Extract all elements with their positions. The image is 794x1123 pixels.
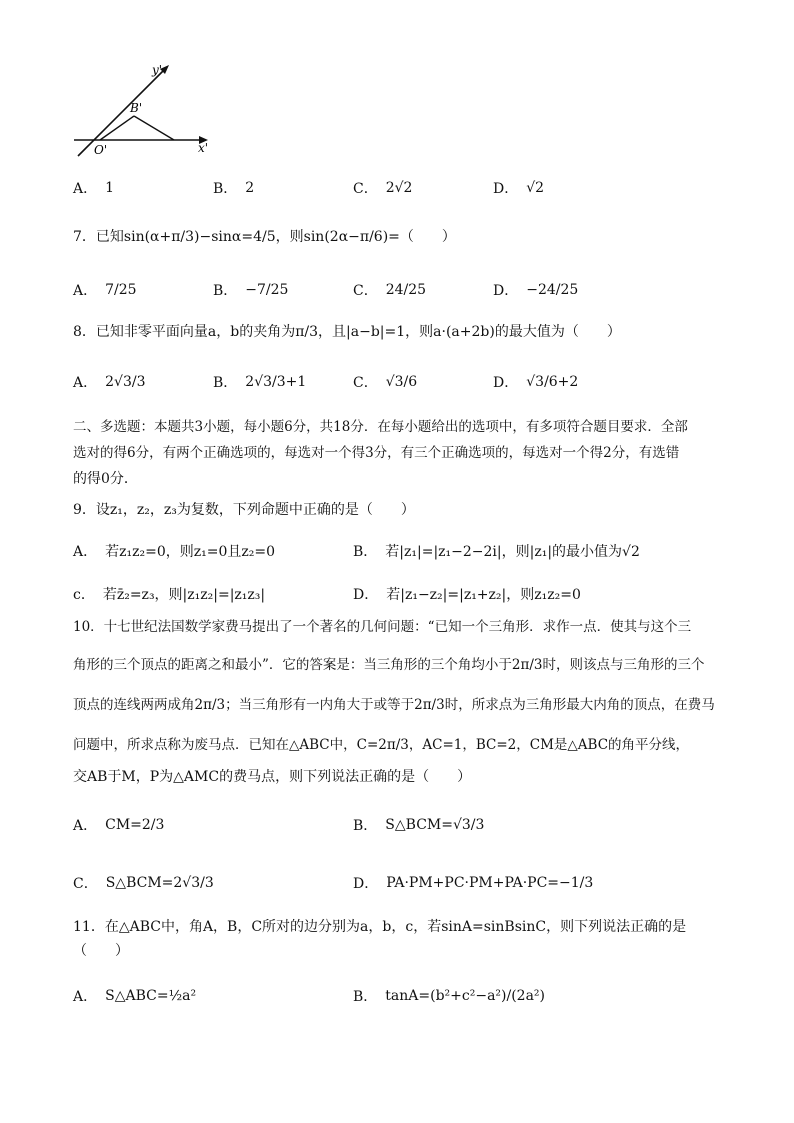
q10-line3: 顶点的连线两两成角2π/3；当三角形有一内角大于或等于2π/3时，所求点为三角形最大内角的顶点，在费马 [73, 697, 715, 713]
q7-option-a[interactable] [73, 280, 137, 300]
q7-option-c[interactable] [353, 280, 426, 300]
option-label: A． [73, 283, 98, 299]
option-text: 2√3/3+1 [245, 374, 307, 390]
q8-option-c[interactable] [353, 372, 417, 392]
option-label: C． [353, 283, 378, 299]
option-label: D． [493, 283, 519, 299]
section2-line2: 选对的得6分，有两个正确选项的，每选对一个得3分，有三个正确选项的，每选对一个得2分，有选错 [73, 445, 680, 461]
q9-option-d[interactable] [353, 584, 581, 604]
option-text: 若z₁z₂=0，则z₁=0且z₂=0 [105, 544, 275, 560]
q11-line2: （ ） [73, 943, 129, 959]
q11-option-b[interactable] [353, 986, 545, 1006]
q8-stem: 8．已知非零平面向量a，b的夹角为π/3，且|a−b|=1，则a·(a+2b)的最大值为（ ） [73, 324, 621, 340]
option-label: c． [73, 587, 95, 603]
q10-line1: 10．十七世纪法国数学家费马提出了一个著名的几何问题：“已知一个三角形．求作一点．使其与这个三 [73, 619, 692, 635]
option-label: C． [353, 181, 378, 197]
q7-option-d[interactable] [493, 280, 578, 300]
option-text: 2 [245, 180, 255, 196]
q6-option-d[interactable] [493, 178, 544, 198]
q8-option-d[interactable] [493, 372, 578, 392]
q10-option-d[interactable] [353, 873, 593, 893]
option-text: 若|z₁|=|z₁−2−2i|，则|z₁|的最小值为√2 [385, 544, 640, 560]
q10-line4: 问题中，所求点称为废马点．已知在△ABC中，C=2π/3，AC=1，BC=2，CM是△ABC的角平分线， [73, 737, 690, 753]
option-text: S△ABC=½a² [105, 988, 197, 1004]
q7-stem: 7．已知sin(α+π/3)−sinα=4/5，则sin(2α−π/6)=（ ） [73, 229, 456, 245]
option-text: S△BCM=2√3/3 [105, 875, 214, 891]
q10-option-a[interactable] [73, 815, 164, 835]
option-label: A． [73, 818, 98, 834]
option-text: −24/25 [526, 282, 579, 298]
section2-line3: 的得0分． [73, 471, 138, 487]
option-text: 7/25 [105, 282, 137, 298]
option-text: 若z̄₂=z₃，则|z₁z₂|=|z₁z₃| [102, 587, 266, 603]
option-text: √2 [526, 180, 545, 196]
q9-option-c[interactable] [73, 584, 265, 604]
option-text: 1 [105, 180, 115, 196]
option-label: B． [213, 181, 238, 197]
option-label: D． [493, 181, 519, 197]
option-label: C． [73, 876, 98, 892]
option-text: √3/6 [385, 374, 418, 390]
option-label: A． [73, 989, 98, 1005]
option-text: 24/25 [385, 282, 427, 298]
q10-option-b[interactable] [353, 815, 484, 835]
option-text: S△BCM=√3/3 [385, 817, 485, 833]
option-label: B． [213, 375, 238, 391]
option-label: D． [353, 587, 379, 603]
option-text: √3/6+2 [526, 374, 579, 390]
q10-option-c[interactable] [73, 873, 214, 893]
option-label: B． [353, 989, 378, 1005]
q6-option-c[interactable] [353, 178, 412, 198]
q6-option-a[interactable] [73, 178, 114, 198]
q6-option-b[interactable] [213, 178, 254, 198]
option-label: B． [353, 818, 378, 834]
option-text: CM=2/3 [105, 817, 165, 833]
option-label: D． [493, 375, 519, 391]
option-label: C． [353, 375, 378, 391]
q9-option-a[interactable] [73, 541, 275, 561]
label-o-prime: O' [94, 143, 108, 157]
q8-option-b[interactable] [213, 372, 306, 392]
q11-line1: 11．在△ABC中，角A，B，C所对的边分别为a，b，c，若sinA=sinBsinC，则下列说法正确的是 [73, 919, 687, 935]
option-text: 2√3/3 [105, 374, 146, 390]
option-label: A． [73, 544, 98, 560]
option-text: 若|z₁−z₂|=|z₁+z₂|，则z₁z₂=0 [386, 587, 581, 603]
option-label: A． [73, 375, 98, 391]
option-text: −7/25 [245, 282, 289, 298]
q10-line5: 交AB于M，P为△AMC的费马点，则下列说法正确的是（ ） [73, 769, 472, 785]
option-text: tanA=(b²+c²−a²)/(2a²) [385, 988, 546, 1004]
option-label: B． [353, 544, 378, 560]
q11-option-a[interactable] [73, 986, 196, 1006]
option-label: B． [213, 283, 238, 299]
label-x-prime: x' [198, 141, 209, 155]
y-axis [78, 68, 166, 156]
q9-option-b[interactable] [353, 541, 640, 561]
label-y-prime: y' [152, 63, 163, 77]
q9-stem: 9．设z₁，z₂，z₃为复数，下列命题中正确的是（ ） [73, 502, 415, 518]
q10-line2: 角形的三个顶点的距离之和最小”．它的答案是：当三角形的三个角均小于2π/3时，则该点与三角形的三个 [73, 657, 705, 673]
q8-option-a[interactable] [73, 372, 145, 392]
q7-option-b[interactable] [213, 280, 288, 300]
label-b-prime: B' [130, 101, 143, 115]
option-text: 2√2 [385, 180, 413, 196]
option-label: A． [73, 181, 98, 197]
option-text: PA·PM+PC·PM+PA·PC=−1/3 [386, 875, 594, 891]
oblique-axis-figure [70, 60, 220, 160]
option-label: D． [353, 876, 379, 892]
segment-b-x [134, 116, 174, 140]
section2-line1: 二、多选题：本题共3小题，每小题6分，共18分．在每小题给出的选项中，有多项符合题目要求．全部 [73, 419, 688, 435]
